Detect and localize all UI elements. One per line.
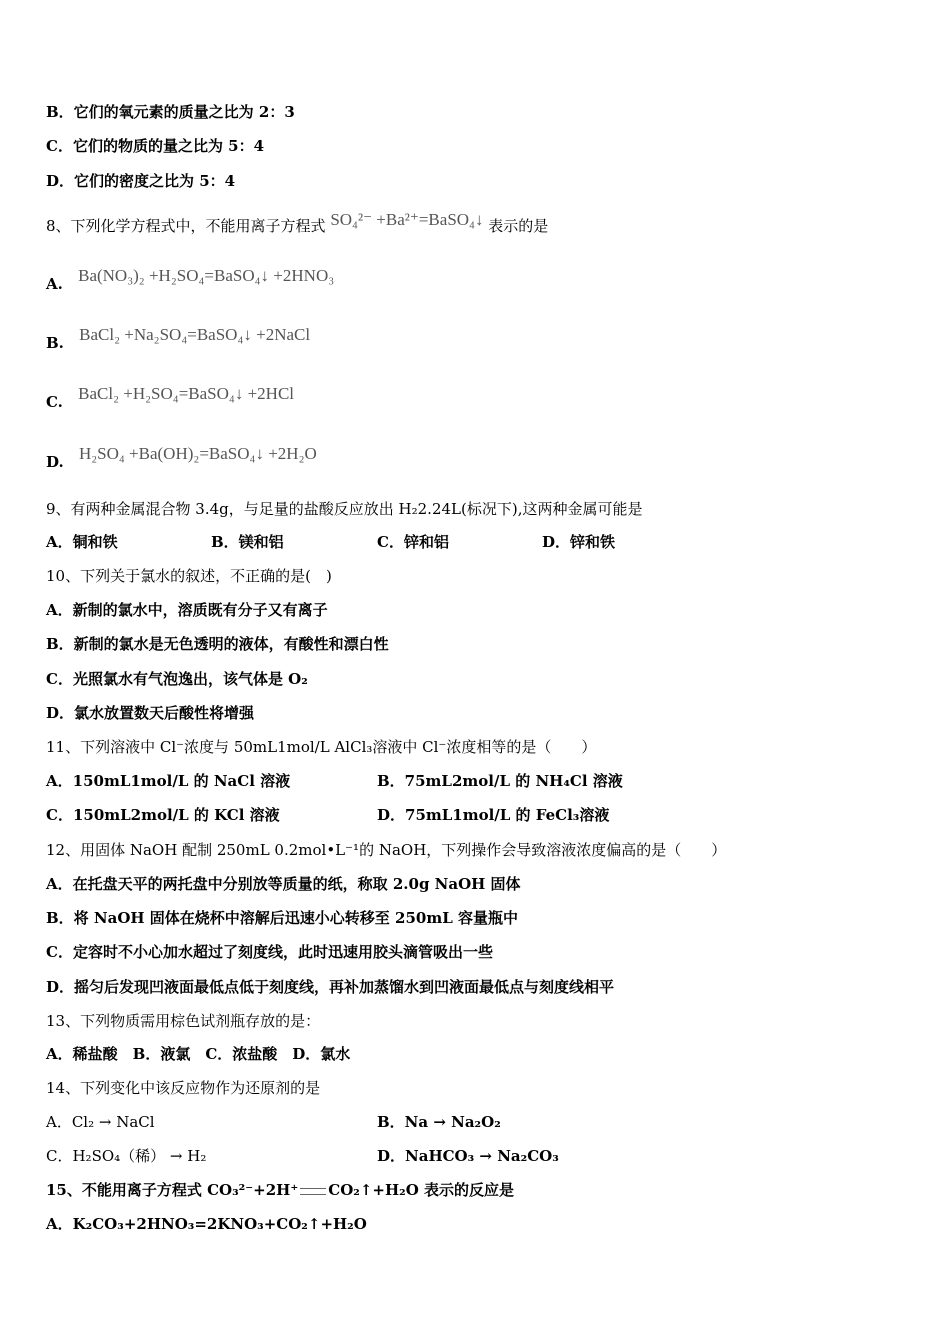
q10-option-d: D．氯水放置数天后酸性将增强 <box>46 704 255 722</box>
q12-option-c: C．定容时不小心加水超过了刻度线，此时迅速用胶头滴管吸出一些 <box>46 943 493 961</box>
q11-stem: 11、下列溶液中 Cl⁻浓度与 50mL1mol/L AlCl₃溶液中 Cl⁻浓度相等的是（ ） <box>46 738 597 756</box>
q8-stem-suffix: 表示的是 <box>488 217 549 235</box>
q15-stem-suffix: CO₂↑+H₂O 表示的反应是 <box>328 1181 515 1199</box>
q8-option-b <box>46 325 311 352</box>
q12-stem: 12、用固体 NaOH 配制 250mL 0.2mol•L⁻¹的 NaOH，下列操作会导致溶液浓度偏高的是（ ） <box>46 841 727 859</box>
q12-option-a: A．在托盘天平的两托盘中分别放等质量的纸，称取 2.0g NaOH 固体 <box>46 875 521 893</box>
q14-option-a: A．Cl₂ → NaCl <box>46 1113 155 1131</box>
q11-option-a: A．150mL1mol/L 的 NaCl 溶液 <box>46 772 291 790</box>
q8-option-b-label: B. <box>46 334 64 352</box>
q11-option-b: B．75mL2mol/L 的 NH₄Cl 溶液 <box>377 772 623 790</box>
q12-option-d: D．摇匀后发现凹液面最低点低于刻度线，再补加蒸馏水到凹液面最低点与刻度线相平 <box>46 978 615 996</box>
q12-option-b: B．将 NaOH 固体在烧杯中溶解后迅速小心转移至 250mL 容量瓶中 <box>46 909 518 927</box>
q10-option-c: C．光照氯水有气泡逸出，该气体是 O₂ <box>46 670 308 688</box>
q15-stem <box>46 1180 514 1200</box>
q14-option-b: B．Na → Na₂O₂ <box>377 1113 501 1131</box>
q13-options: A．稀盐酸 B．液氯 C．浓盐酸 D．氯水 <box>46 1045 351 1063</box>
q14-stem: 14、下列变化中该反应物作为还原剂的是 <box>46 1079 321 1097</box>
q8-option-c-label: C. <box>46 393 63 411</box>
q11-option-c: C．150mL2mol/L 的 KCl 溶液 <box>46 806 280 824</box>
q8-option-d-formula: H₂SO₄ +Ba(OH)₂=BaSO₄↓ +2H₂O <box>78 444 317 463</box>
q8-option-a <box>46 266 335 293</box>
q9-option-c: C．锌和铝 <box>377 533 449 551</box>
q9-option-b: B．镁和铝 <box>211 533 284 551</box>
q10-stem: 10、下列关于氯水的叙述，不正确的是( ) <box>46 567 332 585</box>
q7-option-c: C．它们的物质的量之比为 5：4 <box>46 137 265 155</box>
q8-option-a-formula: Ba(NO₃)₂ +H₂SO₄=BaSO₄↓ +2HNO₃ <box>78 266 335 285</box>
q11-option-d: D．75mL1mol/L 的 FeCl₃溶液 <box>377 806 610 824</box>
q8-option-c-formula: BaCl₂ +H₂SO₄=BaSO₄↓ +2HCl <box>78 384 295 403</box>
q15-stem-prefix: 15、不能用离子方程式 CO₃²⁻+2H⁺ <box>46 1181 299 1199</box>
equals-sign-icon <box>300 1188 326 1195</box>
q15-option-a: A．K₂CO₃+2HNO₃=2KNO₃+CO₂↑+H₂O <box>46 1215 367 1233</box>
q13-stem: 13、下列物质需用棕色试剂瓶存放的是： <box>46 1012 321 1030</box>
q8-stem <box>46 210 549 236</box>
q8-option-a-label: A. <box>46 275 63 293</box>
q7-option-d: D．它们的密度之比为 5：4 <box>46 172 236 190</box>
q8-option-d <box>46 444 317 471</box>
q8-stem-formula: SO₄²⁻ +Ba²⁺=BaSO₄↓ <box>330 210 484 229</box>
q8-stem-prefix: 8、下列化学方程式中，不能用离子方程式 <box>46 217 326 235</box>
q9-option-d: D．锌和铁 <box>542 533 616 551</box>
q8-option-b-formula: BaCl₂ +Na₂SO₄=BaSO₄↓ +2NaCl <box>79 325 311 344</box>
q14-option-c: C．H₂SO₄（稀） → H₂ <box>46 1147 207 1165</box>
q9-stem: 9、有两种金属混合物 3.4g，与足量的盐酸反应放出 H₂2.24L(标况下),这两种金属可能是 <box>46 500 643 518</box>
q14-option-d: D．NaHCO₃ → Na₂CO₃ <box>377 1147 559 1165</box>
q8-option-d-label: D. <box>46 453 64 471</box>
q8-option-c <box>46 384 295 411</box>
q10-option-b: B．新制的氯水是无色透明的液体，有酸性和漂白性 <box>46 635 389 653</box>
q7-option-b: B．它们的氧元素的质量之比为 2：3 <box>46 103 295 121</box>
q9-option-a: A．铜和铁 <box>46 533 118 551</box>
q10-option-a: A．新制的氯水中，溶质既有分子又有离子 <box>46 601 328 619</box>
